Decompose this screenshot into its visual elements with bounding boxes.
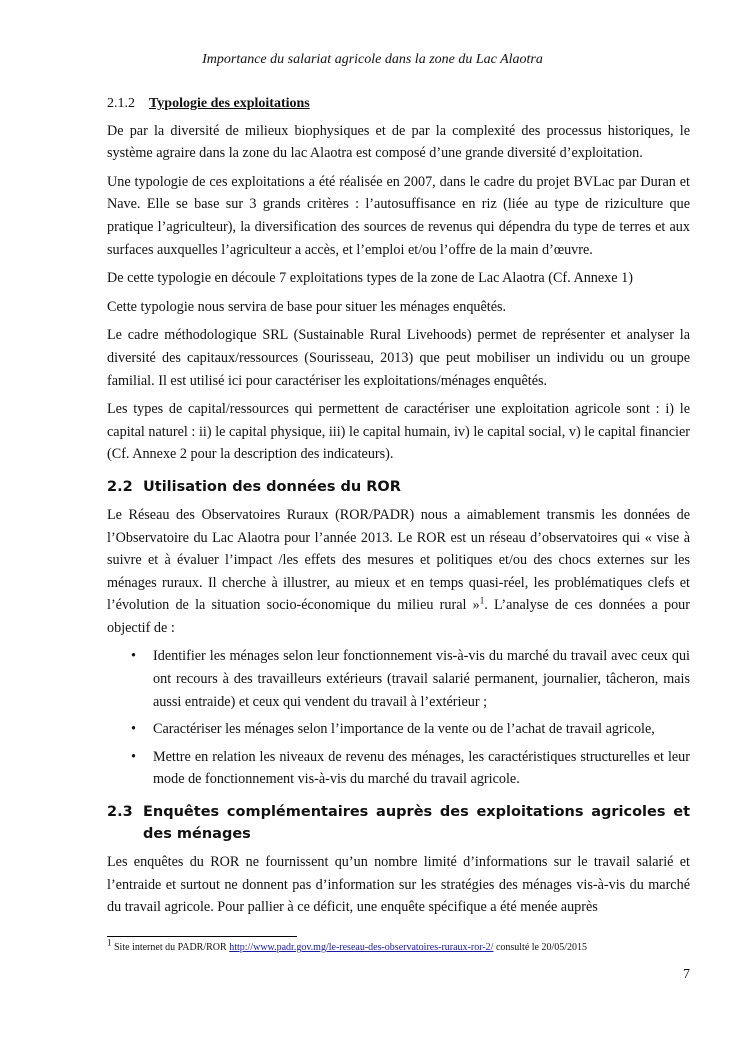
- footnote-link[interactable]: http://www.padr.gov.mg/le-reseau-des-observatoires-ruraux-ror-2/: [229, 942, 494, 953]
- paragraph: De cette typologie en découle 7 exploitations types de la zone de Lac Alaotra (Cf. Annexe 1): [107, 270, 633, 287]
- list-item-text: Identifier les ménages selon leur fonctionnement vis-à-vis du marché du travail avec ceux qui ont recours à des travailleurs extérieurs (travail salarié permanent, journalier, tâcheron, mais aussi entraide) et ceux qui vendent du travail à l’extérieur ;: [153, 648, 690, 710]
- list-item-text: Caractériser les ménages selon l’importance de la vente ou de l’achat de travail agricole,: [153, 721, 655, 738]
- paragraph: Le cadre méthodologique SRL (Sustainable Rural Livehoods) permet de représenter et analyser la diversité des capitaux/ressources (Sourisseau, 2013) que peut mobiliser un individu ou un groupe familial. Il est utilisé ici pour caractériser les exploitations/ménages enquêtés.: [107, 327, 690, 389]
- footnote: [107, 937, 697, 954]
- paragraph-text: Le Réseau des Observatoires Ruraux (ROR/PADR) nous a aimablement transmis les données de l’Observatoire du Lac Alaotra pour l’année 2013. Le ROR est un réseau d’observatoires qui « vise à suivre et à évaluer l’impact /les effets des mesures et politiques et/ou des chocs externes sur les ménages ruraux. Il cherche à illustrer, au mieux et en temps quasi-réel, les problématiques clefs et l’évolution de la situation socio-économique du milieu rural »: [107, 506, 690, 614]
- list-item: [131, 645, 690, 713]
- section-number: 2.3: [107, 804, 133, 821]
- section-title: Utilisation des données du ROR: [143, 478, 401, 495]
- paragraph: Les enquêtes du ROR ne fournissent qu’un nombre limité d’informations sur le travail salarié et l’entraide et surtout ne donnent pas d’information sur les stratégies des ménages vis-à-vis du marché du travail agricole. Pour pallier à ce déficit, une enquête spécifique a été menée auprès: [107, 854, 690, 916]
- section-heading-2-2: [107, 476, 690, 498]
- section-heading-2-3: [107, 801, 690, 845]
- list-item-text: Mettre en relation les niveaux de revenu des ménages, les caractéristiques structurelles et leur mode de fonctionnement vis-à-vis du marché du travail agricole.: [153, 748, 690, 788]
- footnote-reference[interactable]: 1: [479, 595, 485, 606]
- paragraph: De par la diversité de milieux biophysiques et de par la complexité des processus historiques, le système agraire dans la zone du lac Alaotra est composé d’une grande diversité d’exploitation.: [107, 122, 690, 162]
- footnote-text: Site internet du PADR/ROR: [111, 942, 230, 953]
- paragraph-text: . L’analyse de ces données a pour objectif de :: [107, 597, 691, 636]
- bullet-icon: •: [131, 648, 136, 665]
- paragraph: Cette typologie nous servira de base pour situer les ménages enquêtés.: [107, 298, 507, 315]
- footnote-separator: [107, 936, 297, 937]
- paragraph-ror: [107, 504, 690, 640]
- footnote-mark: 1: [107, 937, 112, 948]
- paragraph: Une typologie de ces exploitations a été réalisée en 2007, dans le cadre du projet BVLac par Duran et Nave. Elle se base sur 3 grands critères : l’autosuffisance en riz (liée au type de riziculture que pratique l’agriculteur), la diversification des sources de revenus qui dépendra du type de terres et aux surfaces auxquelles l’agriculteur a accès, et l’emploi et/ou l’offre de la main d’œuvre.: [107, 173, 690, 258]
- section-title: Enquêtes complémentaires auprès des exploitations agricoles et des ménages: [143, 804, 690, 843]
- subsection-heading-2-1-2: [107, 93, 690, 116]
- list-item: [131, 718, 690, 741]
- bullet-icon: •: [131, 748, 136, 765]
- bullet-icon: •: [131, 721, 136, 738]
- section-number: 2.2: [107, 478, 133, 495]
- paragraph: Les types de capital/ressources qui permettent de caractériser une exploitation agricole sont : i) le capital naturel : ii) le capital physique, iii) le capital humain, iv) le capital social, v) le capital financier (Cf. Annexe 2 pour la description des indicateurs).: [107, 401, 690, 463]
- list-item: [131, 746, 690, 791]
- objectives-list: [107, 645, 690, 791]
- subsection-title: Typologie des exploitations: [149, 96, 310, 111]
- running-header: Importance du salariat agricole dans la zone du Lac Alaotra: [202, 52, 543, 67]
- subsection-number: 2.1.2: [107, 96, 135, 111]
- footnote-date: consulté le 20/05/2015: [493, 942, 588, 953]
- page-number: 7: [683, 967, 690, 982]
- page-content: [107, 93, 690, 925]
